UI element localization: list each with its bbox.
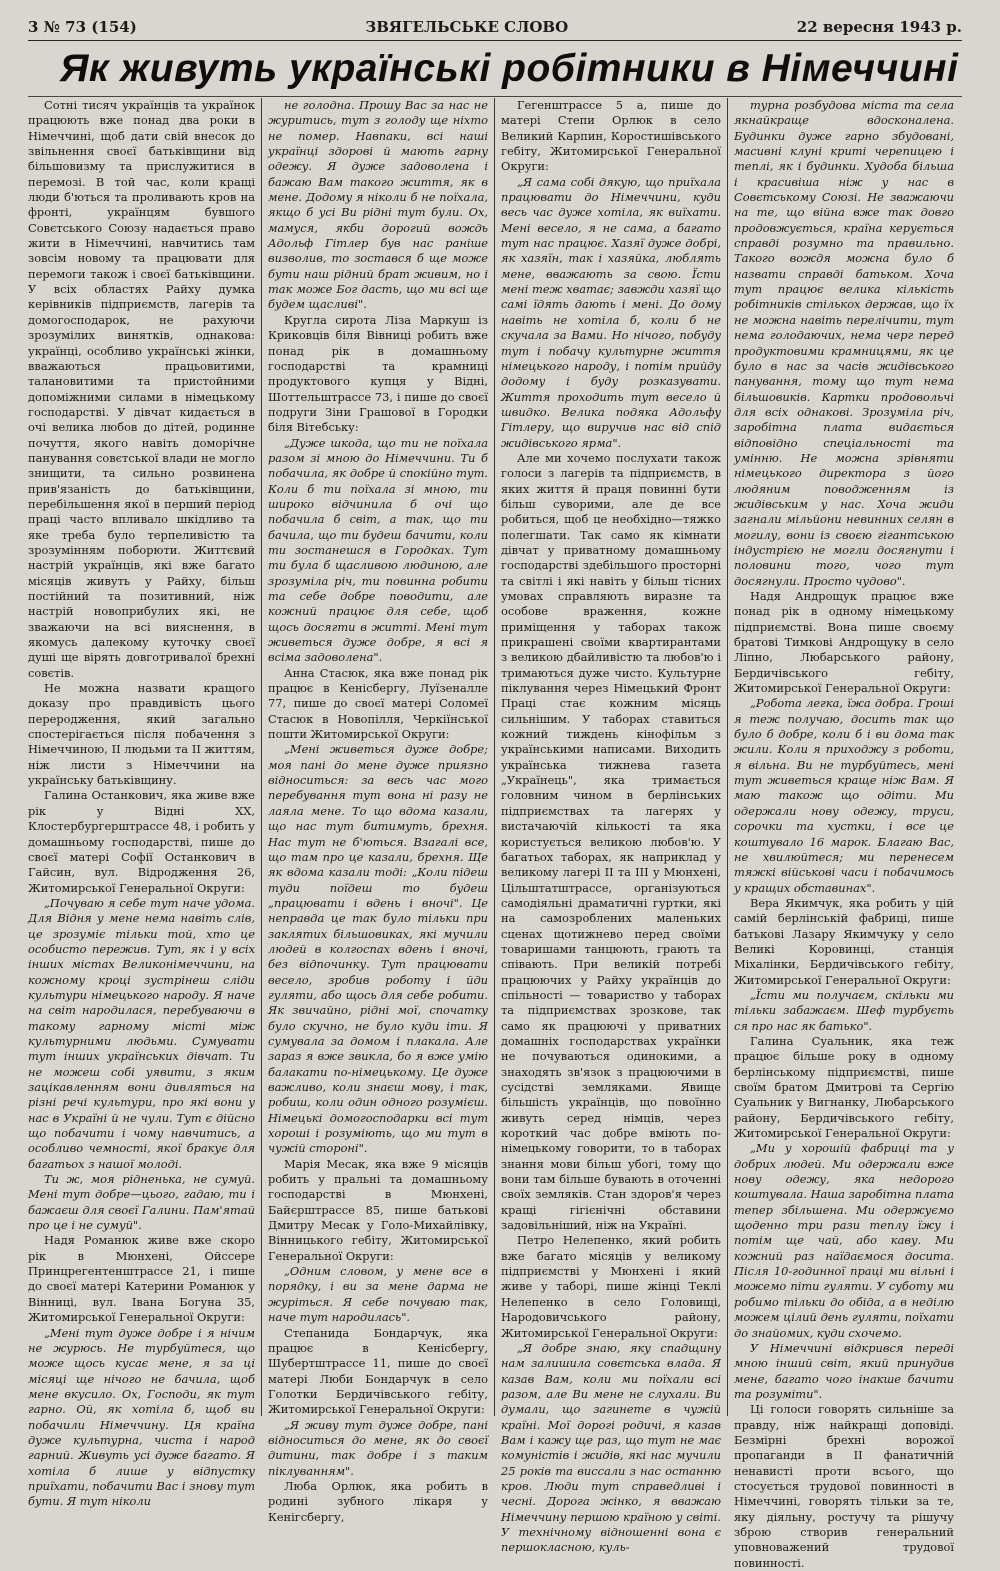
issue-number: 3 № 73 (154) — [28, 18, 137, 36]
article-paragraph: Але ми хочемо послухати також голоси з лагерів та підприємств, в яких життя й праця повинні бути більш суворими, але де все робиться, щоб це необхідно—тяжко полегшати. Так само як кімнати дівчат у приватному домашньому господарстві здебільшого просторні та світлі і які навіть у більш тісних умовах справляють виразне та особове враження, кожне приміщення у таборах також прикрашені своїми квартирантами з великою дбайливістю та любов'ю і тримаються дуже чисто. Культурне піклування через Німецький Фронт Праці стає кожним місяць сильнішим. У таборах ставиться кожний тиждень кінофільм з українськими написами. Виходить українська тижнева газета „Українець", яка тримається головним чином в берлінських підприємствах та лагерях у вистачаючій кількості та яка користується великою любов'ю. У багатьох таборах, як наприклад у великому лагері II та III у Мюнхені, Цільштатштрассе, організуються самодіяльні драматичні гуртки, які на самозроблених маленьких сценах щотижнево перед своїми товаришами танцюють, грають та співають. При великій потребі працюючих у Райху українців до спільності — товариство у таборах та підприємствах зрозкове, так само як працюючі у приватних домашніх господарствах українки не почуваються одинокими, а знаходять зв'язок з працюючими в сусідстві земляками. Явище більшість українців, що повоїнно живуть серед німців, через короткий час добре вміють по-німецькому говорити, то в таборах знання мови більш убогі, тому що вони там більше бувають в оточенні своїх земляків. Стан здоров'я через кращі гігієнічні обставини задовільніший, ніж на Україні. — [501, 450, 721, 1233]
article-paragraph: Сотні тисяч українців та українок працюють вже понад два роки в Німеччині, щоб дати свій внесок до звільнення своєї батьківщини від більшовизму та прислужитися в перемозі. В той час, коли кращі люди б'ються та проливають кров на фронті, українцям бувшого Совєтського Союзу надається право жити в Німеччині, навчитись там зовсім новому та працювати для перемоги також і своєї батьківщини. У всіх областях Райху думка керівників підприємств, лагерів та домогосподарок, не рахуючи зрозумілих винятків, однакова: українці, особливо українські жінки, вважаються працьовитими, талановитими та пристойними допоміжними силами в німецькому господарстві. У дівчат кидається в очі велика любов до дітей, родинне почуття, якого навіть доморічне панування совєтської влади не могло знищити, та сильно розвинена прив'язаність до батьківщини, перебільшення якої в перший період праці часто впливало шкідливо та яке треба було терпеливістю та зрозумінням поборюти. Життєвий настрій українців, які вже багато місяців живуть у Райху, більш постійний та позитивний, ніж настрій новоприбулих які, не зважаючи на всі вияснення, в якомусь далекому куточку своєї душі ще вірять довготривалої брехні совєтів. — [28, 98, 255, 680]
column-3 — [494, 98, 727, 1555]
letter-quote: турна розбудова міста та села якнайкраще вдосконалена. Будинки дуже гарно збудовані, масивні клуні криті черепицею і теплі, як і будинки. Худоба більша і красивіша ніж у нас в Совєтському Союзі. Не зважаючи на те, що війна вже так довго продовжується, країна керується справді розумно та правильно. Такого вождя можна було б назвати справді батьком. Хоча тут працює велика кількість робітників стількох держав, що їх не можна навіть перелічити, тут нема голодаючих, нема черг перед продуктовими крамницями, як це було в нас за часів жидівського панування, тому що тут нема більшовиків. Картки продовольчі для всіх однакові. Зрозуміла річ, заробітна плата видається відповідно спеціальності та умінню. Не можна зрівняти німецького директора з його людяним поводженням із жидівським у нас. Хоча жиди загнали мільйони невинних селян в могилу, вони із своєю гігантською індустрією не могли досягнути і половини того, чого тут досягнули. Просто чудово". — [734, 98, 954, 588]
letter-quote: „Ми у хорошій фабриці та у добрих людей. Ми одержали вже нову одежу, яка недорого коштувала. Наша заробітна плата тепер збільшена. Ми одержуємо щоденно три рази теплу їжу і потім ще чай, або каву. Ми кожний раз наїдаємося досита. Після 10-годинної праці ми вільні і можемо піти гуляти. У суботу ми робимо тільки до обіда, а в неділю можем цілий день гуляти, поїхати до знайомих, куди схочемо. — [734, 1141, 954, 1340]
letter-quote: „Одним словом, у мене все в порядку, і ви за мене дарма не журіться. Я себе почуваю так, наче тут народилась". — [268, 1264, 488, 1325]
letter-quote: „Я сама собі дякую, що приїхала працювати до Німеччини, куди весь час дуже хотіла, як виїхати. Мені весело, я не сама, а багато тут нас працює. Хазяї дуже добрі, як хазяїн, так і хазяйка, люблять мене, вважають за свою. Їсти мені теж хватає; завжди хазяї що самі їдять дають і мені. До дому навіть не хотіла б, коли б не скучала за Вами. Но нічого, побуду тут і побачу культурне життя німецького народу, і потім прийду додому і буду розказувати. Життя проходить тут весело й швидко. Велика подяка Адольфу Гітлеру, що виручив нас від спід жидівського ярма". — [501, 174, 721, 450]
article-paragraph: Анна Стасюк, яка вже понад рік працює в Кенісбергу, Луїзеналле 77, пише до своєї матері Соломеї Стасюк в Новопілля, Черкіїнської пошти Житомирської Округи: — [268, 665, 488, 742]
letter-quote: „Мені живеться дуже добре; моя пані до мене дуже приязно відноситься: за весь час мого перебування тут вона ні разу не лаяла мене. То що вдома казали, що нас тут битимуть, брехня. Нас тут не б'ються. Взагалі все, що там про це казали, брехня. Ще як вдома казали тоді: „Коли підеш туди поїдеш то будеш „працювати і вдень і вночі". Це неправда це так було тільки при заклятих більшовиках, які мучили людей в колгоспах вдень і вночі, без відпочинку. Тут працювати весело, зробив роботу і йди гуляти, або щось для себе робити. Як звичайно, рідні мої, спочатку було скучно, не було куди іти. Я сумувала за домом і плакала. Але зараз я вже звикла, бо я вже умію балакати по-німецькому. Це дуже важливо, коли знаєш мову, і так, робиш, коли один одного розумієш. Німецькі домогосподарки всі тут хороші і розуміють, що ми тут в чужій стороні". — [268, 742, 488, 1156]
article-paragraph: Гегенштрассе 5 а, пише до матері Степи Орлюк в село Великий Карпин, Коростишівського гебіту, Житомирської Генеральної Округи: — [501, 98, 721, 174]
article-columns — [28, 98, 962, 1570]
article-paragraph: Надя Романюк живе вже скоро рік в Мюнхені, Ойссере Принцрегентенштрассе 21, і пише до своєї матері Катерини Романюк у Вінниці, вул. Івана Богуна 35, Житомирської Генеральної Округи: — [28, 1233, 255, 1325]
letter-quote: „Почуваю я себе тут наче удома. Для Відня у мене нема навіть слів, це зрозуміє тільки той, хто це особисто пережив. Тут, як і у всіх інших містах Великонімеччини, на кожному кроці зустрінеш сліди культури німецького народу. Я наче на світ народилася, перебуваючи в такому гарному місті між культурними людьми. Сумувати тут інших українських дівчат. Ти не можеш собі уявити, з яким зацікавленням вони дивляться на різні речі культури, про які вони у нас в Україні й не чули. Тут є дійсно що побачити і чому навчитись, а особливо чемності, якої бракує для багатьох з нашої молоді. — [28, 895, 255, 1171]
letter-quote: не голодна. Прошу Вас за нас не журитись, тут з голоду ще ніхто не помер. Навпаки, всі наші українці здорові й мають гарну одежу. Я дуже задоволена і бажаю Вам такого життя, як в мене. Додому я ніколи б не поїхала, якщо б усі Ви рідні тут були. Ох, мамуся, якби дорогий вождь Адольф Гітлер був нас раніше визволив, то зостався б ще може бути наш рідний брат живим, но і так може Бог дасть, що ми всі ще будем щасливі". — [268, 98, 488, 312]
article-paragraph: Кругла сирота Ліза Маркуш із Криковців біля Вівниці робить вже понад рік в домашньому господарстві та крамниці продуктового купця у Відні, Шоттельштрассе 73, і пише до своєї подруги Зіни Грашової в Городки біля Вітебську: — [268, 312, 488, 435]
article-paragraph: Петро Нелепенко, який робить вже багато місяців у великому підприємстві у Мюнхені і який живе у таборі, пише жінці Теклі Нелепенко в село Головищі, Народовичського району, Житомирської Генеральної Округи: — [501, 1233, 721, 1340]
issue-date: 22 вересня 1943 р. — [796, 18, 962, 36]
newspaper-title: ЗВЯГЕЛЬСЬКЕ СЛОВО — [365, 18, 569, 36]
letter-quote: „Їсти ми получаєм, скільки ми тільки забажаєм. Шеф турбуєть ся про нас як батько". — [734, 987, 954, 1033]
column-4 — [727, 98, 960, 1570]
article-paragraph: Галина Останкович, яка живе вже рік у Відні XX, Клостербургерштрассе 48, і робить у домашньому господарстві, пише до своєї матері Софії Останкович в Гайсин, вул. Відродження 26, Житомирської Генеральної Округи: — [28, 788, 255, 895]
letter-quote: „Дуже шкода, що ти не поїхала разом зі мною до Німеччини. Ти б побачила, як добре й спокійно тут. Коли б ти поїхала зі мною, ти широко відчинила б очі що побачила б світ, а так, що ти бачила, що ти будеш бачити, коли ти зостанешся в Городках. Тут ти була б щасливою людиною, але зрозуміла річ, ти повинна робити та себе добре поводити, але кожний працює для себе, щоб щось досягти в житті. Мені тут живеться дуже добре, я всі я всіма задоволена". — [268, 435, 488, 665]
article-paragraph: Люба Орлюк, яка робить в родині зубного лікаря у Кенігсбергу, — [268, 1478, 488, 1524]
masthead — [28, 14, 962, 41]
article-paragraph: Марія Месак, яка вже 9 місяців робить у пральні та домашньому господарстві в Мюнхені, Байєрштрассе 85, пише батькові Дмитру Месак у Голо-Михайлівку, Вінницького гебіту, Житомирської Генеральної Округи: — [268, 1156, 488, 1263]
letter-quote: У Німеччині відкрився переді мною інший світ, який принудив мене, багато чого інакше бачити та розуміти". — [734, 1340, 954, 1401]
article-paragraph: Ці голоси говорять сильніше за правду, ніж найкращі доповіді. Безмірні брехні ворожої пропаганди в II фанатичній ненависті проти всього, що стосується трудової повинності в Німеччині, говорять тільки за те, яку діяльну, ростучу та рішучу зброю створив генеральний уповноважений трудової повинності. — [734, 1402, 954, 1570]
article-paragraph: Не можна назвати кращого доказу про правдивість цього переродження, який загально спостерігається після побачення з Німеччиною, II людьми та II життям, ніж листи з Німеччини на українську батьківщину. — [28, 681, 255, 788]
letter-quote: „Робота легка, їжа добра. Гроші я теж получаю, досить так що було б добре, коли б і ви дома так жили. Коли я приходжу з роботи, я вільна. Ви не турбуйтесь, мені тут живеться краще ніж Вам. Я маю також що одіти. Ми одержали нову одежу, труси, сорочки та хустки, і все це коштувало 16 марок. Благаю Вас, не хвилюйтеся; ми перенесем тяжкі військові часи і побачимось у кращих обставинах". — [734, 696, 954, 895]
article-paragraph: Надя Андрощук працює вже понад рік в одному німецькому підприємстві. Вона пише своєму братові Тимкові Андрощуку в село Ліпно, Любарського району, Бердичівського гебіту, Житомирської Генеральної Округи: — [734, 589, 954, 696]
letter-quote: „Я живу тут дуже добре, пані відноситься до мене, як до своєї дитини, так добре і з таким піклуванням". — [268, 1417, 488, 1478]
letter-quote: „Я добре знаю, яку спадщину нам залишила совєтська влада. Я казав Вам, коли ми поїхали всі разом, але Ви мене не слухали. Ви думали, що загинете в чужій країні. Мої дорогі родичі, я казав Вам і кажу ще раз, що тут не має комуністів і жидів, які нас мучили 25 років та виссали з нас останню кров. Люди тут справедливі і чесні. Дорога жінко, я вважаю Німеччину першою країною у світі. У технічному відношенні вона є першокласною, куль- — [501, 1340, 721, 1555]
article-paragraph: Галина Суальник, яка теж працює більше року в одному берлінському підприємстві, пише своїм братом Дмитрові та Сергію Суальник у Вигнанку, Любарського району, Бердичівського гебіту, Житомирської Генеральної Округи: — [734, 1033, 954, 1141]
column-2 — [261, 98, 494, 1524]
column-1 — [28, 98, 261, 1509]
article-paragraph: Вера Якимчук, яка робить у цій самій берлінській фабриці, пише батькові Лазару Якимчуку у село Великі Коровинці, станція Міхалінки, Бердичівського гебіту, Житомирської Генеральної Округи: — [734, 895, 954, 987]
letter-quote: Ти ж, моя рідненька, не сумуй. Мені тут добре—цього, гадаю, ти і бажаєш для своєї Галини. Пам'ятай про це і не сумуй". — [28, 1172, 255, 1233]
headline-rule — [28, 96, 962, 97]
letter-quote: „Мені тут дуже добре і я нічим не журюсь. Не турбуйтеся, що може щось кусає мене, я за ці місяці ще нічого не бачила, щоб мене вкусило. Ох, Господи, як тут гарно. Ой, як хотіла б, щоб ви побачили Німеччину. Ця країна дуже культурна, чиста і народ гарний. Живуть усі дуже багато. Я хотіла б лише у відпустку приїхати, побачити Вас і знову тут бути. Я тут ніколи — [28, 1325, 255, 1509]
article-headline: Як живуть українські робітники в Німеччині — [60, 47, 959, 90]
article-paragraph: Степанида Бондарчук, яка працює в Кенісбергу, Шубертштрассе 11, пише до своєї матері Люби Бондарчук в село Голотки Бердичівського гебіту, Житомирської Генеральної Округи: — [268, 1325, 488, 1417]
